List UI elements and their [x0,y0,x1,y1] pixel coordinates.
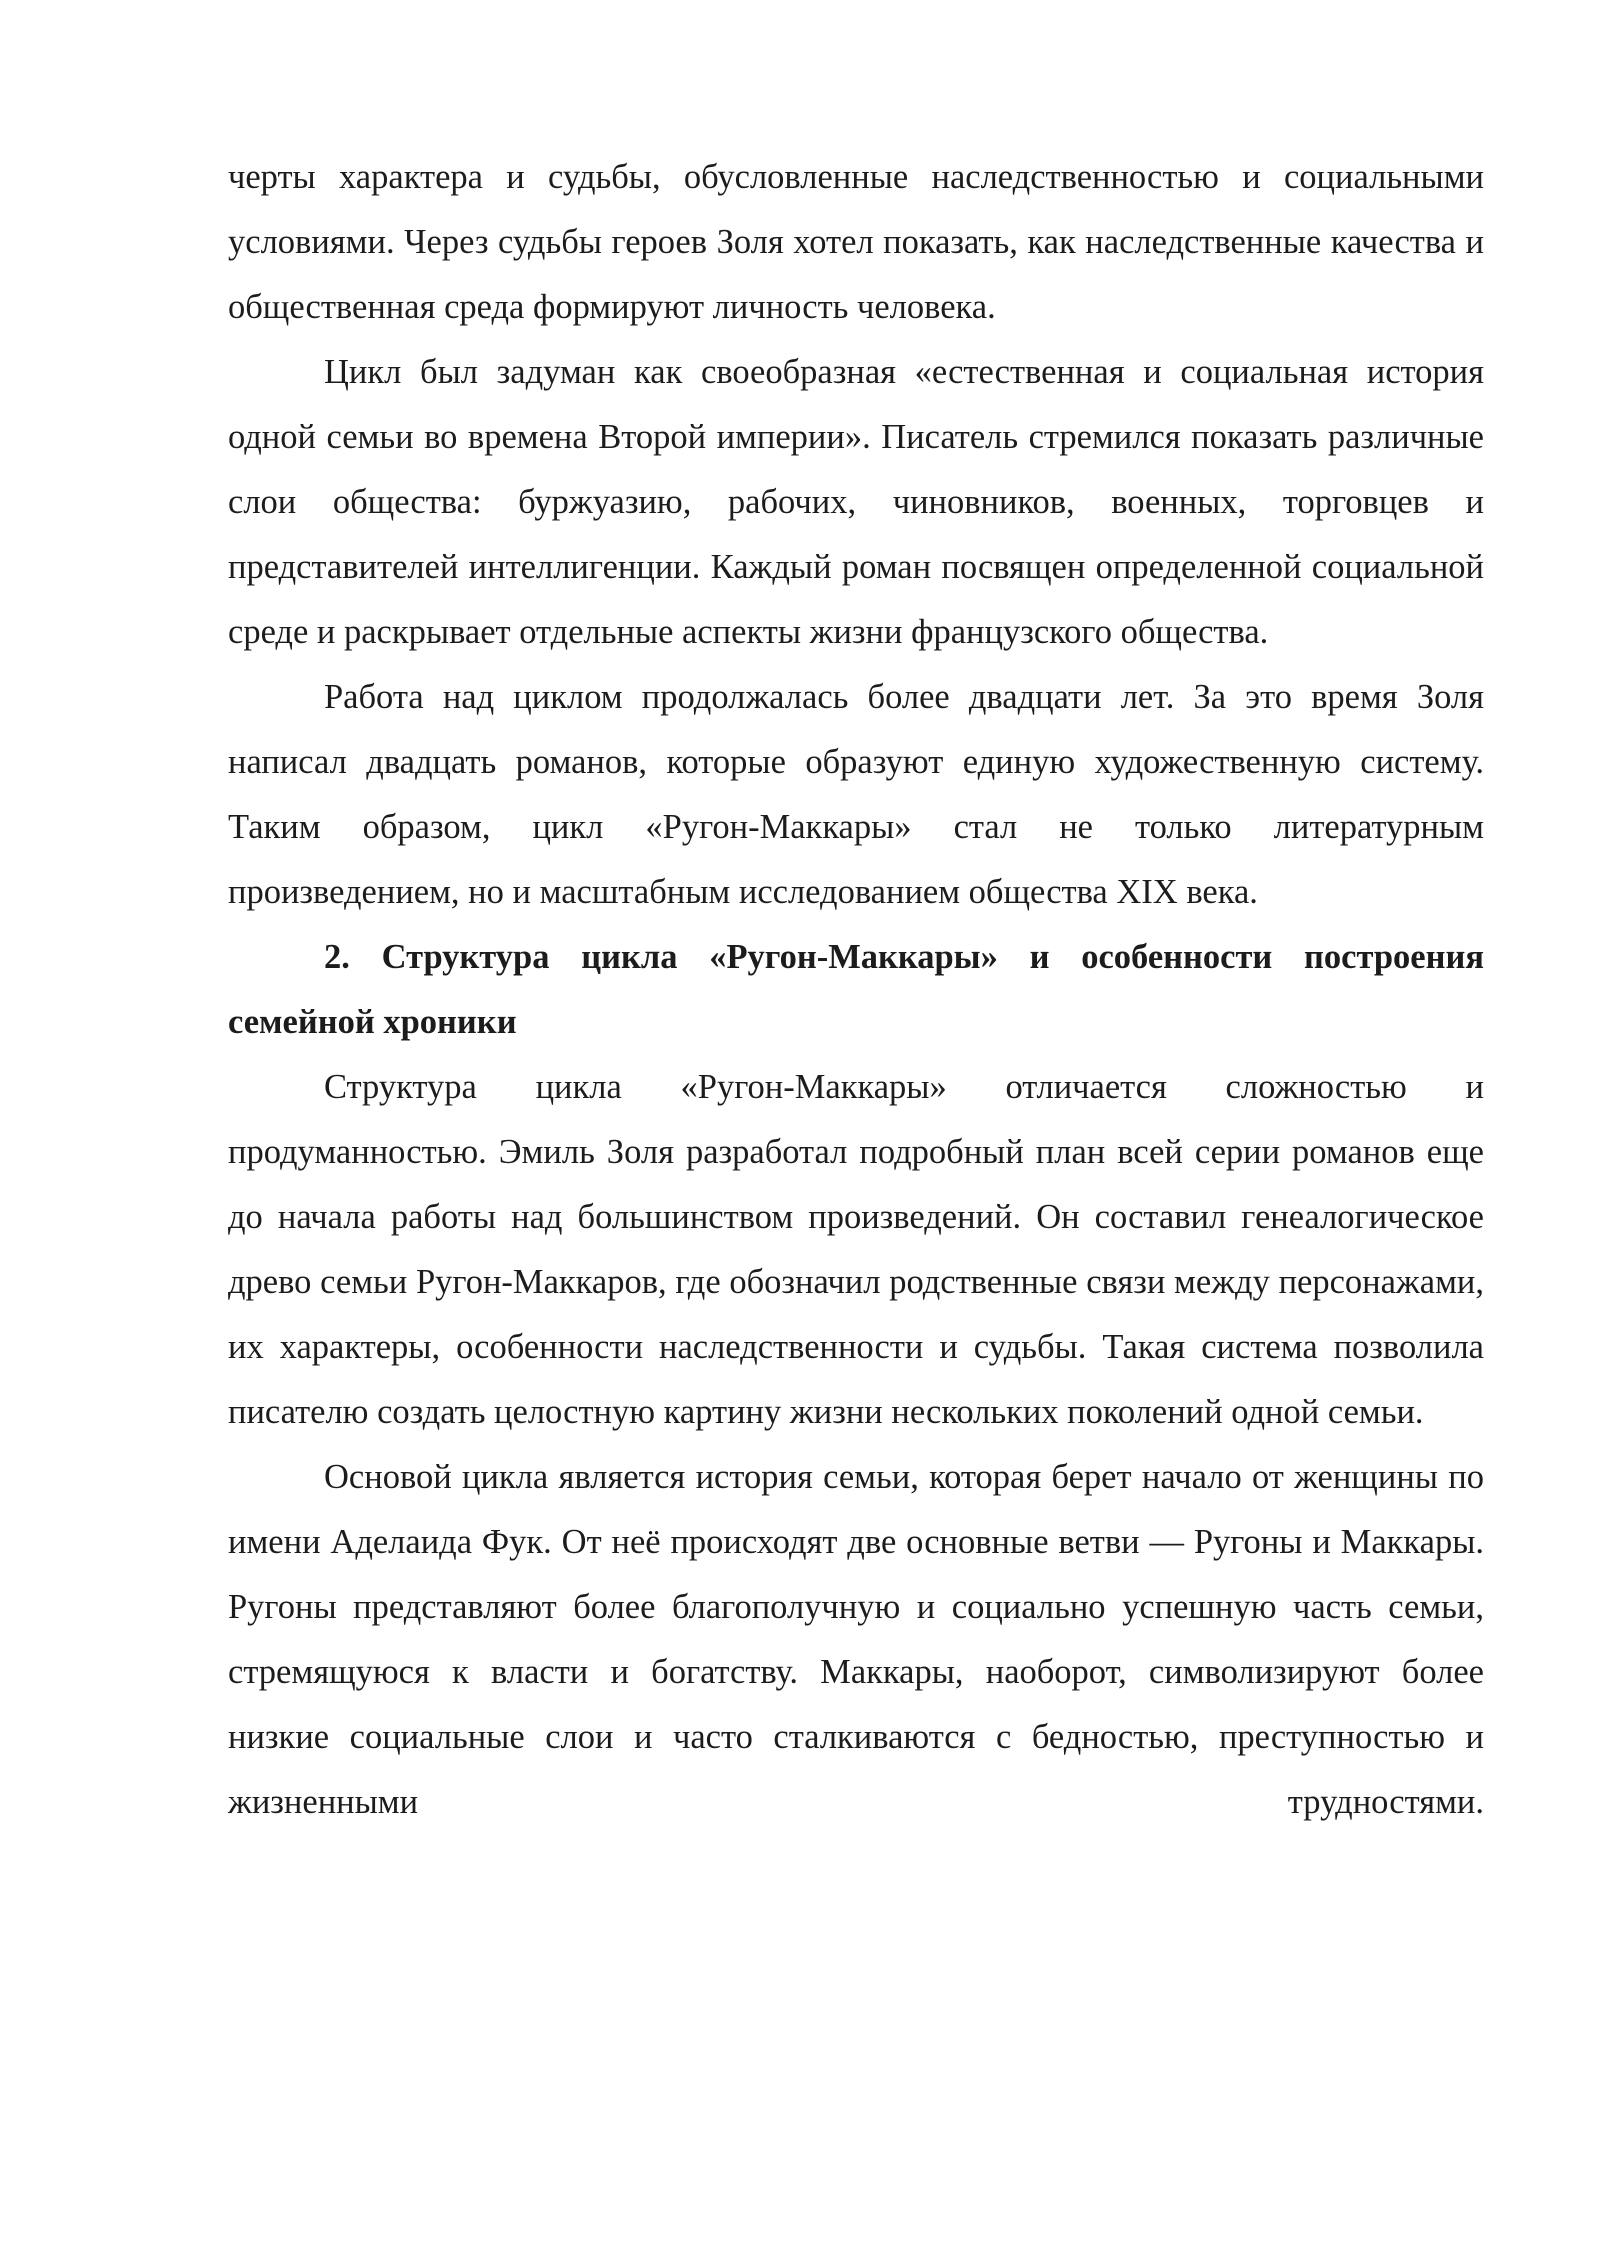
paragraph-3: Работа над циклом продолжалась более двадцати лет. За это время Золя написал двадцать романов, которые образуют единую художественную систему. Таким образом, цикл «Ругон-Маккары» стал не только литературным произведением, но и масштабным исследованием общества XIX века. [228,678,1484,911]
section-heading: 2. Структура цикла «Ругон-Маккары» и особенности построения семейной хроники [228,938,1484,1041]
paragraph-2: Цикл был задуман как своеобразная «естественная и социальная история одной семьи во времена Второй империи». Писатель стремился показать различные слои общества: буржуазию, рабочих, чиновников, военных, торговцев и представителей интеллигенции. Каждый роман посвящен определенной социальной среде и раскрывает отдельные аспекты жизни французского общества. [228,353,1484,651]
paragraph-4: Структура цикла «Ругон-Маккары» отличается сложностью и продуманностью. Эмиль Золя разработал подробный план всей серии романов еще до начала работы над большинством произведений. Он составил генеалогическое древо семьи Ругон-Маккаров, где обозначил родственные связи между персонажами, их характеры, особенности наследственности и судьбы. Такая система позволила писателю создать целостную картину жизни нескольких поколений одной семьи. [228,1068,1484,1431]
document-body [228,145,1484,1835]
paragraph-1: черты характера и судьбы, обусловленные наследственностью и социальными условиями. Через судьбы героев Золя хотел показать, как наследственные качества и общественная среда формируют личность человека. [228,158,1484,326]
paragraph-5: Основой цикла является история семьи, которая берет начало от женщины по имени Аделаида Фук. От неё происходят две основные ветви — Ругоны и Маккары. Ругоны представляют более благополучную и социально успешную часть семьи, стремящуюся к власти и богатству. Маккары, наоборот, символизируют более низкие социальные слои и часто сталкиваются с бедностью, преступностью и жизненными трудностями. [228,1458,1484,1821]
